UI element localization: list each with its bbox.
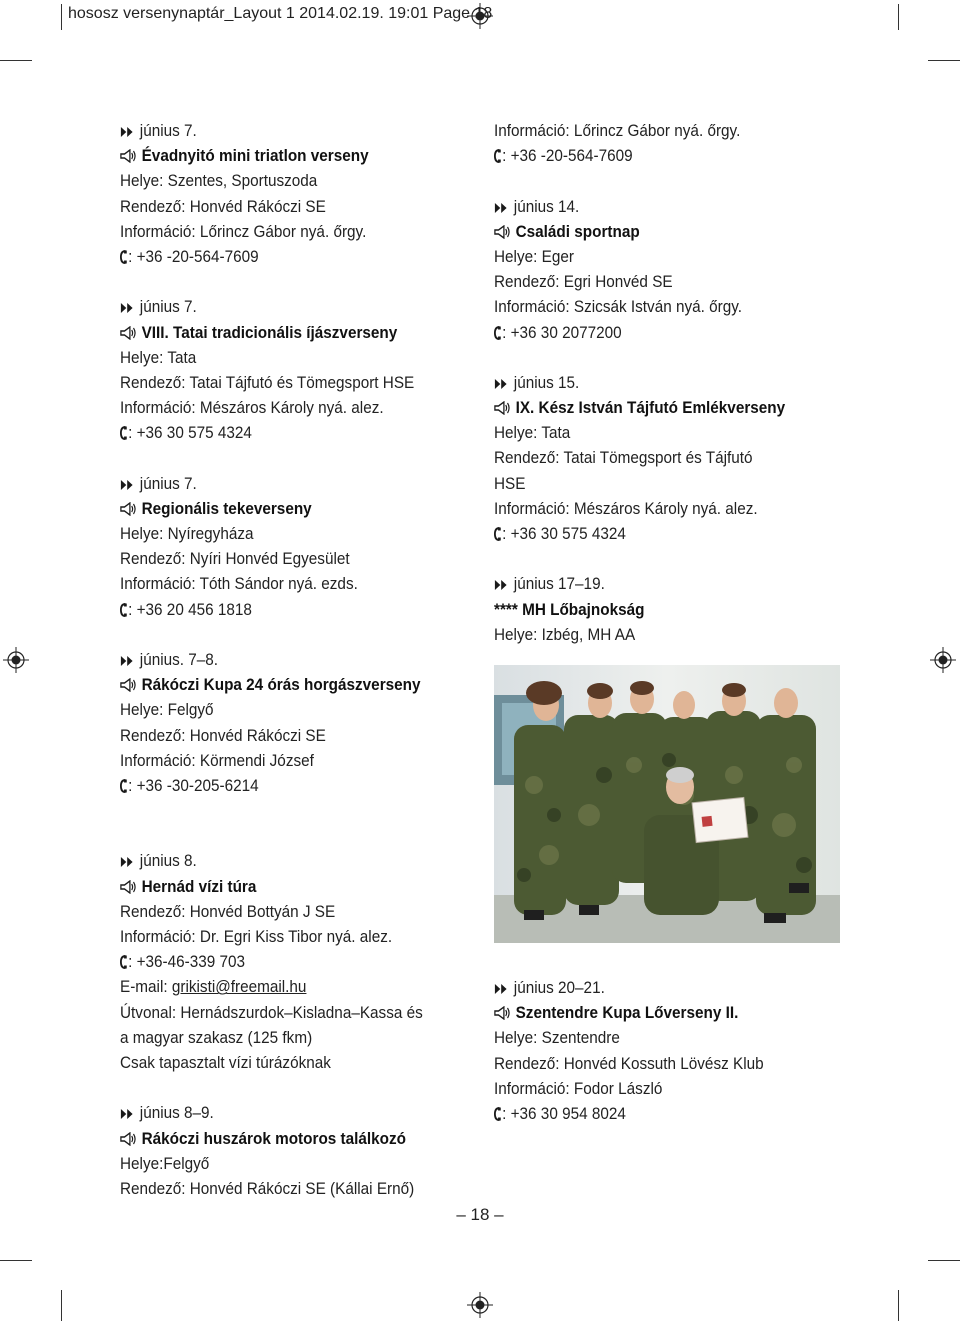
megaphone-icon <box>494 1006 512 1020</box>
event-detail-text: Rendező: Nyíri Honvéd Egyesület <box>120 549 350 569</box>
event-detail <box>494 420 809 445</box>
event-date-text: június 7. <box>139 121 197 140</box>
event-detail-text: Információ: Lőrincz Gábor nyá. őrgy. <box>120 221 367 241</box>
event-date-text: június 14. <box>513 196 580 216</box>
event-detail <box>120 899 435 924</box>
event-detail <box>494 269 809 294</box>
event-title-prefix: **** <box>494 599 523 619</box>
event-detail <box>120 168 435 193</box>
event-detail-text: Helye: Tata <box>494 423 571 443</box>
team-photo <box>494 665 840 943</box>
event-date <box>494 975 809 1000</box>
double-arrow-icon <box>120 1108 136 1120</box>
event-title <box>120 874 435 899</box>
event-title <box>120 496 435 521</box>
print-slug: hososz versenynaptár_Layout 1 2014.02.19. 19:01 Page 18 <box>68 5 493 22</box>
event-detail-text: HSE <box>494 473 526 493</box>
double-arrow-icon <box>494 579 510 591</box>
event-route <box>120 1050 435 1075</box>
event-email <box>120 974 435 999</box>
crop-mark <box>0 60 32 61</box>
event-detail-text: Információ: Tóth Sándor nyá. ezds. <box>120 574 358 594</box>
phone-number: : +36-46-339 703 <box>128 952 246 972</box>
phone-icon <box>120 603 127 617</box>
spacer <box>494 345 844 370</box>
spacer <box>494 546 844 571</box>
phone-icon <box>120 779 127 793</box>
left-column <box>120 118 470 1201</box>
event-title-text: Rákóczi Kupa 24 órás horgászverseny <box>141 675 421 695</box>
page-number: – 18 – <box>456 1205 504 1224</box>
event-detail <box>120 219 435 244</box>
event-title <box>494 395 809 420</box>
registration-mark-icon <box>930 647 956 673</box>
right-column-lower <box>494 975 844 1126</box>
phone-number: : +36 -30-205-6214 <box>128 775 259 795</box>
event-detail-text: Információ: Mészáros Károly nyá. alez. <box>120 398 384 418</box>
event-detail-text: Információ: Fodor László <box>494 1078 663 1098</box>
event-detail <box>494 1025 809 1050</box>
event-detail <box>120 395 435 420</box>
event-detail <box>120 697 435 722</box>
double-arrow-icon <box>120 126 136 138</box>
crop-mark <box>928 60 960 61</box>
double-arrow-icon <box>120 302 136 314</box>
megaphone-icon <box>120 880 138 894</box>
double-arrow-icon <box>120 655 136 667</box>
phone-icon <box>494 1107 501 1121</box>
phone-number: : +36 30 2077200 <box>502 322 622 342</box>
crop-mark <box>898 4 899 30</box>
phone-number: : +36 20 456 1818 <box>128 599 252 619</box>
phone-number: : +36 -20-564-7609 <box>502 146 633 166</box>
event-title <box>120 1126 435 1151</box>
event-title-text: MH Lőbajnokság <box>522 599 645 619</box>
double-arrow-icon <box>120 479 136 491</box>
phone-icon <box>120 426 127 440</box>
event-date-text: június 8–9. <box>139 1103 214 1123</box>
event-date-text: június 7. <box>139 297 197 317</box>
phone-number: : +36 30 575 4324 <box>128 423 252 443</box>
registration-mark-icon <box>3 647 29 673</box>
event-route-text: Útvonal: Hernádszurdok–Kisladna–Kassa és <box>120 1002 423 1022</box>
event-route-text: Csak tapasztalt vízi túrázóknak <box>120 1052 331 1072</box>
event-phone <box>494 521 809 546</box>
phone-icon <box>494 326 501 340</box>
event-title <box>120 143 435 168</box>
event-detail <box>494 622 809 647</box>
event-detail-text: Információ: Körmendi József <box>120 750 314 770</box>
event-date-text: június. 7–8. <box>139 649 219 669</box>
event-detail <box>120 924 435 949</box>
event-date <box>120 647 435 672</box>
event-detail-text: Rendező: Egri Honvéd SE <box>494 272 673 292</box>
event-detail-text: Rendező: Honvéd Kossuth Lövész Klub <box>494 1053 764 1073</box>
event-detail <box>494 471 809 496</box>
megaphone-icon <box>120 149 138 163</box>
event-detail <box>120 370 435 395</box>
phone-number: : +36 30 575 4324 <box>502 524 626 543</box>
event-date <box>120 471 435 496</box>
phone-icon <box>494 527 501 541</box>
spacer <box>120 798 470 823</box>
event-date <box>120 1100 435 1125</box>
event-title-text: Évadnyitó mini triatlon verseny <box>141 146 369 166</box>
event-phone <box>120 420 435 445</box>
event-date <box>494 571 809 596</box>
event-detail <box>120 723 435 748</box>
event-detail-text: Helye: Izbég, MH AA <box>494 624 636 644</box>
double-arrow-icon <box>494 202 510 214</box>
event-route <box>120 1025 435 1050</box>
event-detail <box>120 748 435 773</box>
event-title-text: Hernád vízi túra <box>141 876 257 896</box>
event-detail <box>494 1051 809 1076</box>
event-title-text: VIII. Tatai tradicionális íjászverseny <box>141 322 398 342</box>
event-title-text: Családi sportnap <box>515 221 640 241</box>
spacer <box>120 269 470 294</box>
event-detail <box>120 546 435 571</box>
event-title-text: Regionális tekeverseny <box>141 498 312 518</box>
email-label: E-mail: <box>120 977 172 997</box>
event-detail <box>120 1176 435 1201</box>
event-detail-text: Rendező: Tatai Tömegsport és Tájfutó <box>494 448 753 468</box>
event-title <box>120 672 435 697</box>
double-arrow-icon <box>120 856 136 868</box>
event-detail-text: Helye: Nyíregyháza <box>120 524 254 543</box>
crop-mark <box>0 1260 32 1261</box>
event-detail-text: Rendező: Honvéd Rákóczi SE <box>120 196 326 216</box>
event-detail <box>120 194 435 219</box>
event-detail-text: Helye: Tata <box>120 347 197 367</box>
phone-number: : +36 30 954 8024 <box>502 1103 626 1123</box>
megaphone-icon <box>120 678 138 692</box>
event-detail-text: Rendező: Tatai Tájfutó és Tömegsport HSE <box>120 372 415 392</box>
event-detail-text: Rendező: Honvéd Bottyán J SE <box>120 901 336 921</box>
megaphone-icon <box>120 502 138 516</box>
double-arrow-icon <box>494 378 510 390</box>
registration-mark-icon <box>467 1292 493 1318</box>
event-date-text: június 8. <box>139 851 197 871</box>
megaphone-icon <box>120 1132 138 1146</box>
event-detail <box>494 244 809 269</box>
event-detail-text: Információ: Dr. Egri Kiss Tibor nyá. alez. <box>120 927 393 946</box>
event-route-text: a magyar szakasz (125 fkm) <box>120 1027 313 1047</box>
event-title <box>494 597 809 622</box>
event-phone <box>494 143 809 168</box>
event-detail-text: Rendező: Honvéd Rákóczi SE (Kállai Ernő) <box>120 1178 415 1198</box>
event-title <box>120 320 435 345</box>
event-date-text: június 17–19. <box>513 574 605 594</box>
event-title <box>494 219 809 244</box>
phone-icon <box>494 149 501 163</box>
crop-mark <box>61 4 62 30</box>
phone-icon <box>120 250 127 264</box>
event-phone <box>120 597 435 622</box>
phone-number: : +36 -20-564-7609 <box>128 246 259 266</box>
spacer <box>120 445 470 470</box>
event-date-text: június 15. <box>513 372 580 392</box>
event-phone <box>494 1101 809 1126</box>
event-detail <box>494 496 809 521</box>
event-detail <box>120 345 435 370</box>
event-detail-text: Helye: Szentendre <box>494 1028 620 1048</box>
event-detail <box>120 1151 435 1176</box>
event-date <box>494 194 809 219</box>
event-title-text: IX. Kész István Tájfutó Emlékverseny <box>515 398 786 418</box>
event-detail-text: Információ: Mészáros Károly nyá. alez. <box>494 498 758 518</box>
event-date <box>120 118 435 143</box>
event-route <box>120 1000 435 1025</box>
spacer <box>120 622 470 647</box>
crop-mark <box>898 1290 899 1321</box>
event-title-text: Rákóczi huszárok motoros találkozó <box>141 1128 407 1148</box>
event-detail-text: Rendező: Honvéd Rákóczi SE <box>120 725 326 745</box>
event-detail <box>120 521 435 546</box>
megaphone-icon <box>120 326 138 340</box>
event-date <box>494 370 809 395</box>
event-detail-text: Helye: Felgyő <box>120 700 214 720</box>
event-detail <box>494 1076 809 1101</box>
event-detail <box>494 445 809 470</box>
event-phone <box>494 320 809 345</box>
event-detail-text: Információ: Lőrincz Gábor nyá. őrgy. <box>494 121 741 140</box>
event-title <box>494 1000 809 1025</box>
event-detail-text: Helye: Szentes, Sportuszoda <box>120 171 318 191</box>
megaphone-icon <box>494 225 512 239</box>
right-column <box>494 118 844 647</box>
event-date <box>120 848 435 873</box>
spacer <box>120 1075 470 1100</box>
event-detail <box>494 294 809 319</box>
crop-mark <box>61 1290 62 1321</box>
event-detail-text: Információ: Szicsák István nyá. őrgy. <box>494 297 743 317</box>
event-detail-text: Helye: Eger <box>494 246 574 266</box>
event-title-text: Szentendre Kupa Lőverseny II. <box>515 1003 739 1023</box>
megaphone-icon <box>494 401 512 415</box>
event-detail-text: Helye:Felgyő <box>120 1153 210 1173</box>
double-arrow-icon <box>494 983 510 995</box>
spacer <box>494 168 844 193</box>
event-phone <box>120 773 435 798</box>
event-phone <box>120 244 435 269</box>
event-detail <box>120 571 435 596</box>
phone-icon <box>120 955 127 969</box>
event-detail <box>494 118 809 143</box>
email-link[interactable]: grikisti@freemail.hu <box>171 977 307 997</box>
event-date-text: június 7. <box>139 473 197 493</box>
event-date <box>120 294 435 319</box>
crop-mark <box>928 1260 960 1261</box>
event-phone <box>120 949 435 974</box>
spacer <box>120 823 470 848</box>
event-date-text: június 20–21. <box>513 978 605 997</box>
